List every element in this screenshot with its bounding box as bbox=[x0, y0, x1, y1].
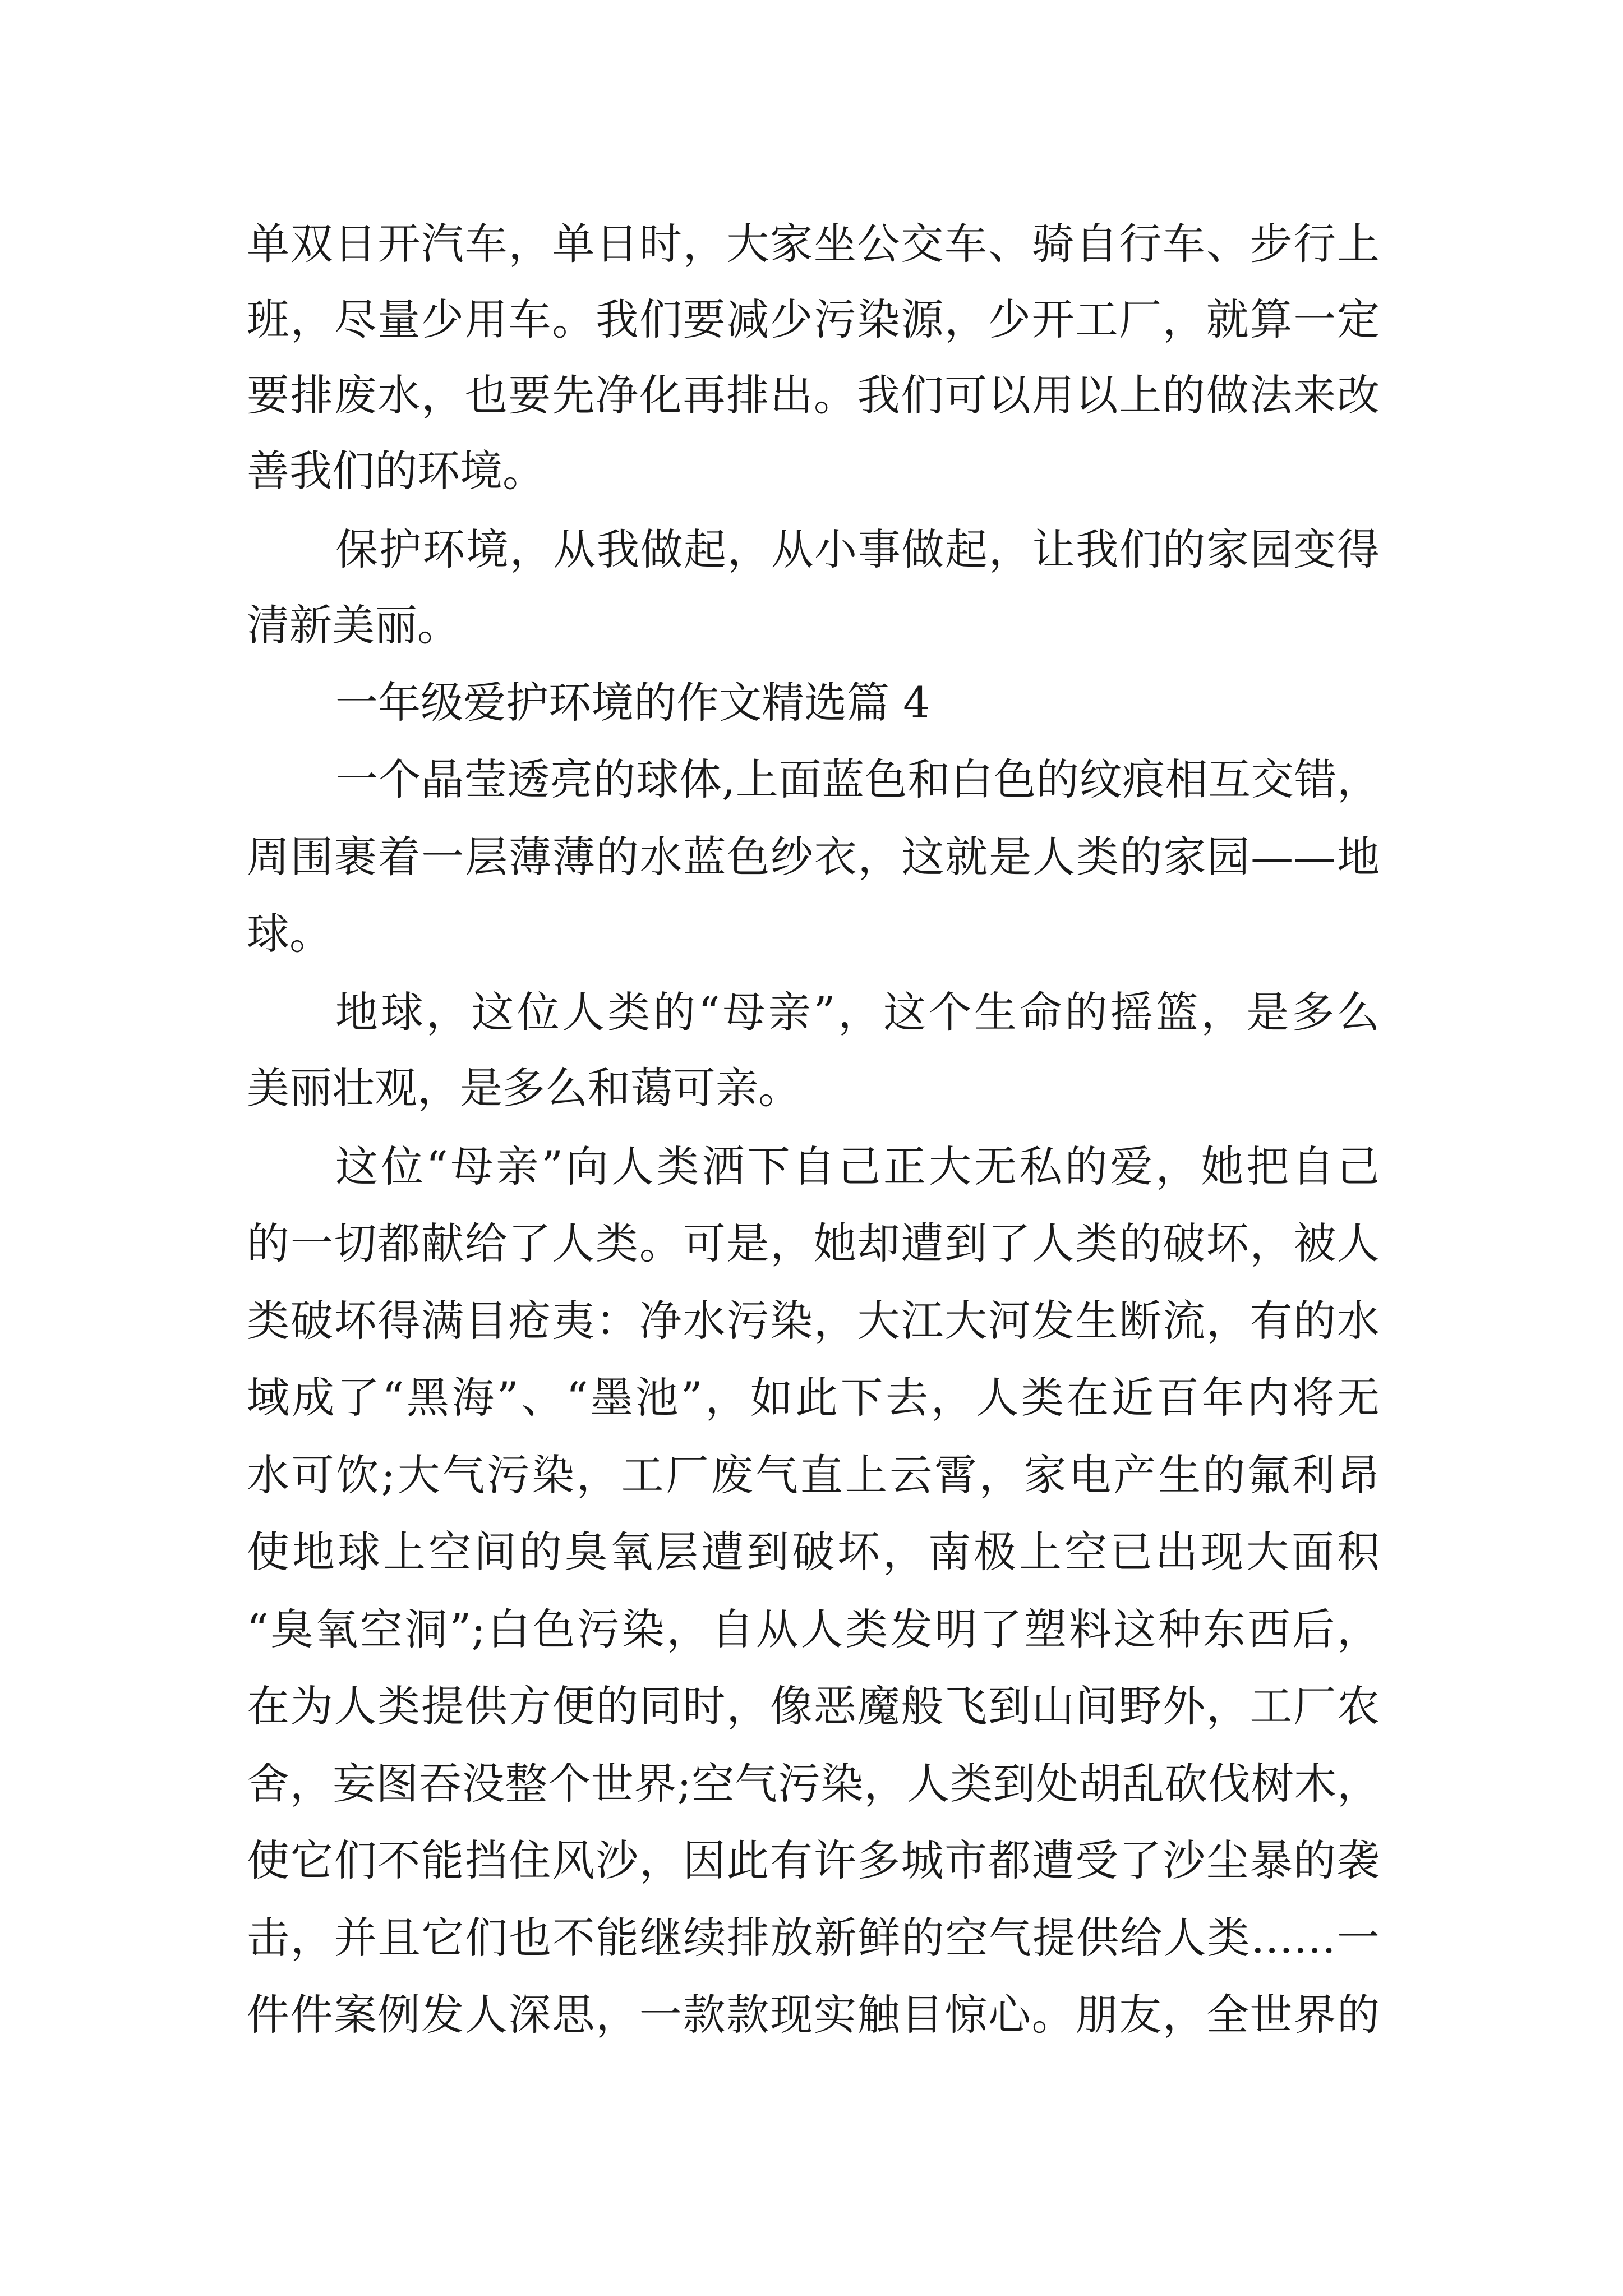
text-line-20: 在为人类提供方便的同时，像恶魔般飞到山间野外，工厂农 bbox=[247, 1681, 1380, 1731]
text-line-1: 单双日开汽车，单日时，大家坐公交车、骑自行车、步行上 bbox=[247, 219, 1380, 269]
text-line-9: 周围裹着一层薄薄的水蓝色纱衣，这就是人类的家园——地 bbox=[247, 832, 1380, 882]
text-line-6: 清新美丽。 bbox=[247, 600, 460, 650]
text-line-5: 保护环境，从我做起，从小事做起，让我们的家园变得 bbox=[335, 524, 1380, 574]
text-line-11: 地球，这位人类的“母亲”，这个生命的摇篮，是多么 bbox=[335, 987, 1380, 1037]
text-line-4: 善我们的环境。 bbox=[247, 446, 545, 496]
text-line-19: “臭氧空洞”;白色污染，自从人类发明了塑料这种东西后， bbox=[247, 1604, 1380, 1654]
text-line-17: 水可饮;大气污染，工厂废气直上云霄，家电产生的氟利昂 bbox=[247, 1450, 1380, 1500]
text-line-8: 一个晶莹透亮的球体,上面蓝色和白色的纹痕相互交错， bbox=[335, 754, 1380, 804]
text-line-23: 击，并且它们也不能继续排放新鲜的空气提供给人类……一 bbox=[247, 1913, 1380, 1963]
text-line-16: 域成了“黑海”、“墨池”，如此下去，人类在近百年内将无 bbox=[247, 1373, 1380, 1423]
text-line-10: 球。 bbox=[247, 909, 332, 959]
text-line-14: 的一切都献给了人类。可是，她却遭到了人类的破坏，被人 bbox=[247, 1218, 1380, 1268]
section-heading: 一年级爱护环境的作文精选篇 4 bbox=[335, 678, 930, 728]
text-line-3: 要排废水，也要先净化再排出。我们可以用以上的做法来改 bbox=[247, 370, 1380, 420]
text-line-12: 美丽壮观，是多么和蔼可亲。 bbox=[247, 1063, 801, 1113]
text-line-13: 这位“母亲”向人类洒下自己正大无私的爱，她把自己 bbox=[335, 1142, 1380, 1191]
text-line-21: 舍，妄图吞没整个世界;空气污染，人类到处胡乱砍伐树木， bbox=[247, 1759, 1380, 1809]
text-line-15: 类破坏得满目疮夷：净水污染，大江大河发生断流，有的水 bbox=[247, 1296, 1380, 1346]
text-line-24: 件件案例发人深思，一款款现实触目惊心。朋友，全世界的 bbox=[247, 1990, 1380, 2040]
text-line-22: 使它们不能挡住风沙，因此有许多城市都遭受了沙尘暴的袭 bbox=[247, 1835, 1380, 1885]
text-line-2: 班，尽量少用车。我们要减少污染源，少开工厂，就算一定 bbox=[247, 295, 1380, 344]
text-line-18: 使地球上空间的臭氧层遭到破坏，南极上空已出现大面积 bbox=[247, 1527, 1380, 1577]
